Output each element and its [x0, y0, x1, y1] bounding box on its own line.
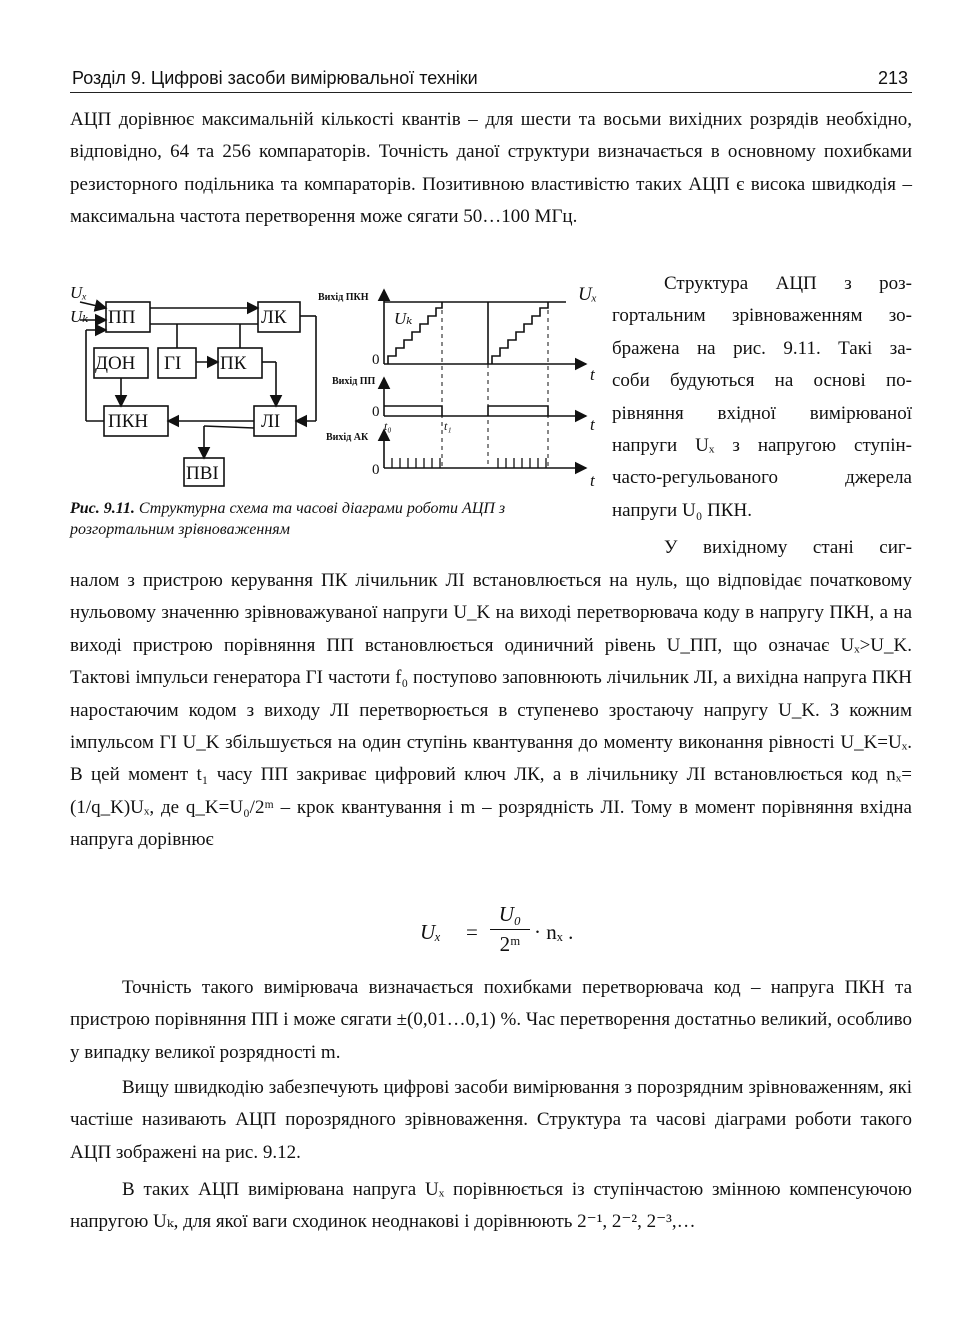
block-lk-label: ЛК	[261, 307, 287, 328]
p3-first: У вихідному стані сиг-	[664, 537, 912, 558]
formula	[420, 900, 600, 970]
diagram-uk: Uₖ	[394, 309, 413, 328]
p2-line-2: гортальним зрівноваженням зо-	[612, 305, 912, 327]
caption-label: Рис. 9.11.	[70, 500, 135, 517]
caption-text: Структурна схема та часові діаграми роботи АЦП з розгортальним зрівноваженням	[70, 500, 506, 538]
formula-fraction-bar	[490, 929, 530, 930]
zero-2: 0	[372, 404, 380, 420]
paragraph-1: АЦП дорівнює максимальній кількості квантів – для шести та восьми вихідних розрядів необхідно, відповідно, 64 та 256 компараторів. Точність даної структури визначається в основному похибками резисторного подільника та компараторів. Позитивною властивістю таких АЦП є висока швидкодія – максимальна частота перетворення може сягати 50…100 МГц.	[70, 109, 912, 228]
block-gi-label: ГІ	[164, 353, 182, 374]
t0-label: t₀	[384, 419, 392, 433]
label-vyhid-pkn: Вихід ПКН	[318, 292, 369, 303]
p2-line-4: соби будуються на основі по-	[612, 370, 912, 392]
figure-caption	[70, 498, 600, 540]
block-pp-label: ПП	[108, 307, 136, 328]
p2-line-3: бражена на рис. 9.11. Такі за-	[612, 337, 912, 359]
formula-denominator: 2ᵐ	[499, 932, 521, 956]
diagram-ux: Uₓ	[578, 284, 598, 305]
p2-line-5: рівняння вхідної вимірюваної	[612, 402, 912, 424]
formula-numerator: U₀	[498, 902, 522, 926]
paragraph-4: Точність такого вимірювача визначається похибками перетворювача код – напруга ПКН та пристрою порівняння ПП і може сягати ±(0,01…0,1) %. Час перетворення достатньо великий, особливо у випадку великої розрядності m.	[70, 977, 912, 1063]
formula-eq: =	[466, 920, 478, 944]
block-pkn-label: ПКН	[108, 411, 149, 432]
page-header	[70, 60, 912, 93]
t-axis-2: t	[590, 415, 595, 434]
input-ux: Uₓ	[70, 283, 88, 302]
block-pk-label: ПК	[220, 353, 247, 374]
p2-line-6: напруги Uₓ з напругою ступін-	[612, 435, 912, 457]
t1-label: t₁	[444, 419, 452, 433]
paragraph-2	[612, 268, 912, 527]
zero-1: 0	[372, 352, 380, 368]
block-don-label: ДОН	[95, 353, 136, 374]
p2-line-1: Структура АЦП з роз-	[664, 273, 912, 294]
p3-first-line	[612, 532, 912, 564]
zero-3: 0	[372, 462, 380, 478]
t-axis-3: t	[590, 471, 595, 490]
label-vyhid-pp: Вихід ПП	[332, 376, 376, 387]
paragraph-5: Вищу швидкодію забезпечують цифрові засоби вимірювання з порозрядним зрівноваженням, які частіше називають АЦП порозрядного зрівноваження. Структура та часові діаграми роботи такого АЦП зображені на рис. 9.12.	[70, 1077, 912, 1163]
chapter-title: Розділ 9. Цифрові засоби вимірювальної техніки	[72, 68, 478, 88]
block-pvi-label: ПВІ	[186, 463, 219, 484]
page-number: 213	[877, 68, 908, 88]
formula-lhs: Uₓ	[420, 920, 442, 944]
paragraph-6: В таких АЦП вимірювана напруга Uₓ порівнюється із ступінчастою змінною компенсуючою напругою Uₖ, для якої ваги сходинок неоднакові і дорівнюють 2⁻¹, 2⁻², 2⁻³,…	[70, 1179, 912, 1233]
label-vyhid-ak: Вихід АК	[326, 432, 369, 443]
formula-rest: · nₓ .	[534, 920, 574, 944]
block-li-label: ЛІ	[261, 411, 281, 432]
t-axis-1: t	[590, 365, 595, 384]
paragraph-3: налом з пристрою керування ПК лічильник ЛІ встановлюється на нуль, що відповідає початковому нульовому значенню зрівноважуваної напруги U_K на виході перетворювача коду в напругу ПКН, а на виході пристрою порівняння ПП встановлюється одиничний рівень U_ПП, що означає Uₓ>U_K. Тактові імпульси генератора ГІ частоти f₀ поступово заповнюють лічильник ЛІ, а вихідна напруга ПКН наростаючим кодом з виходу ЛІ перетворюється в ступенево зростаючу напругу U_K. З кожним імпульсом ГІ U_K збільшується на один ступінь квантування до моменту виконання рівності U_K=Uₓ. В цей момент t₁ часу ПП закриває цифровий ключ ЛК, а в лічильнику ЛІ встановлюється код nₓ=(1/q_K)Uₓ, де q_K=U₀/2ᵐ – крок квантування і m – розрядність ЛІ. Тому в момент порівняння вхідна напруга дорівнює	[70, 570, 912, 851]
figure-9-11	[66, 278, 606, 498]
input-uk: Uₖ	[70, 307, 89, 326]
p2-line-8: напруги U₀ ПКН.	[612, 499, 752, 521]
p2-line-7: часто-регульованого джерела	[612, 467, 912, 489]
